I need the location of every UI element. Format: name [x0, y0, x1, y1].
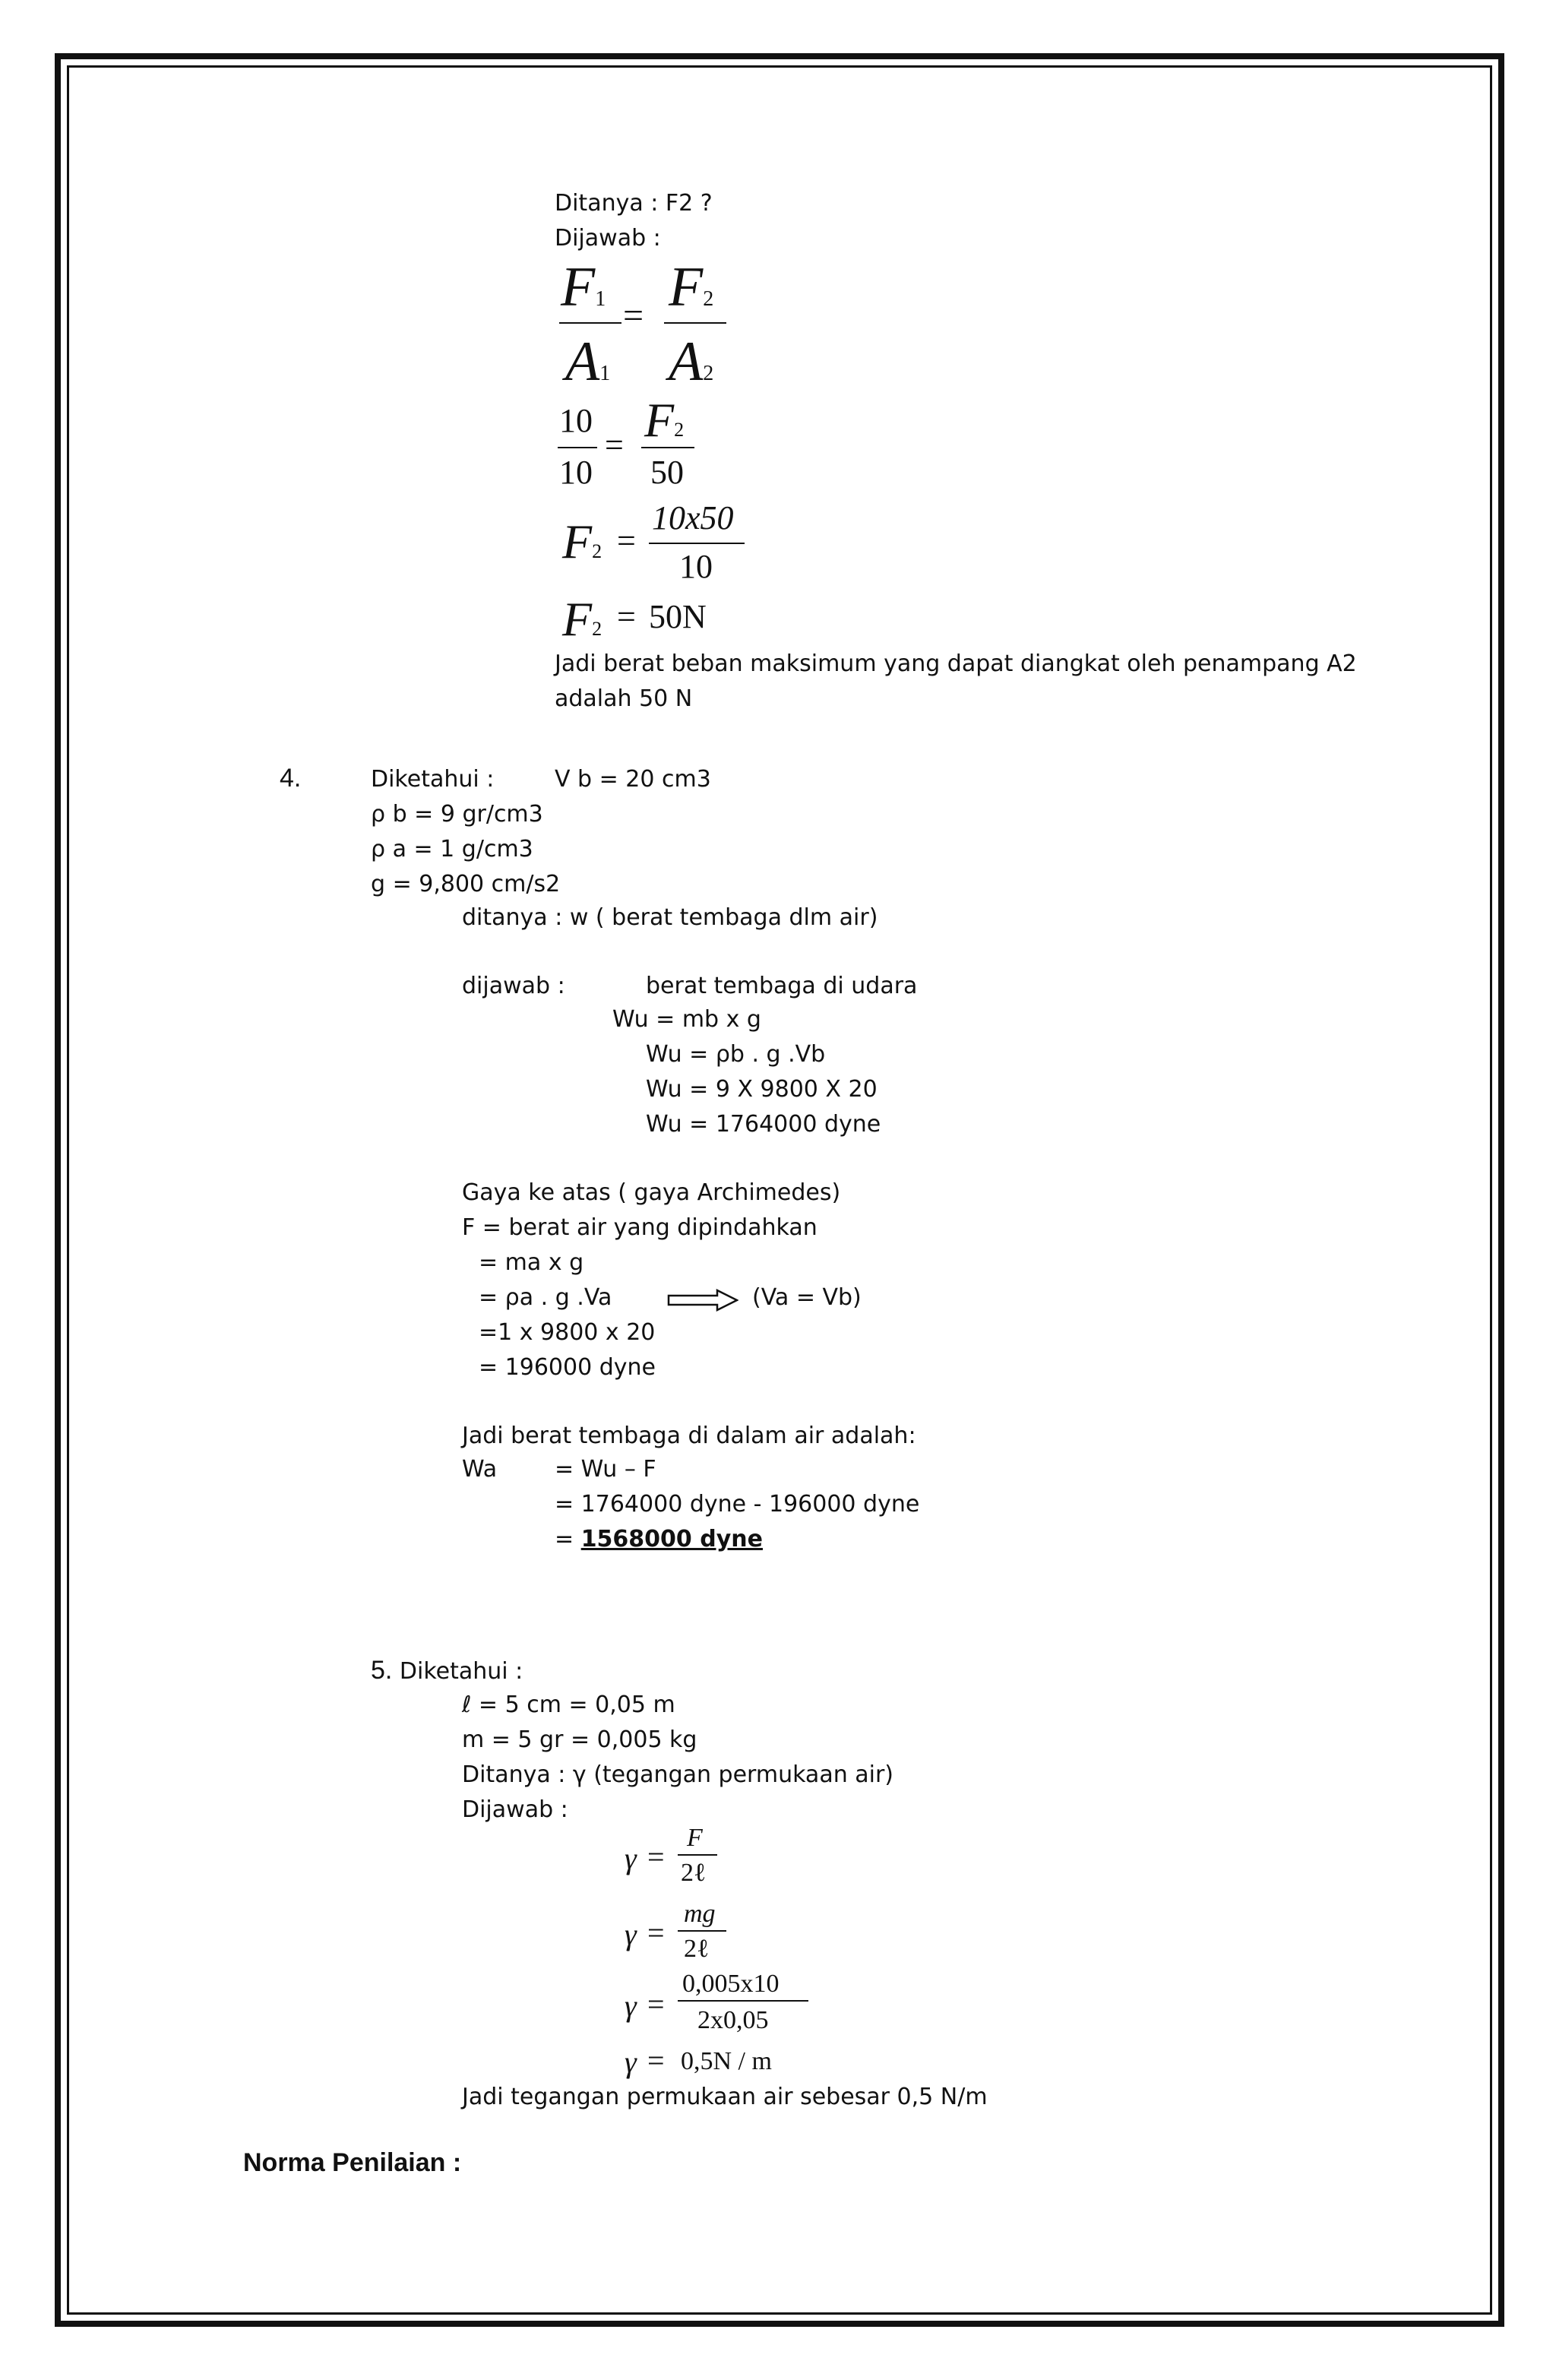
part4-f4: =1 x 9800 x 20 [479, 1319, 656, 1346]
part4-wa3-result: 1568000 dyne [580, 1526, 763, 1552]
part4-wa-label: Wa [462, 1456, 498, 1483]
part4-wu4: Wu = 1764000 dyne [646, 1111, 881, 1138]
part4-jadi: Jadi berat tembaga di dalam air adalah: [462, 1423, 916, 1449]
part4-ditanya: ditanya : w ( berat tembaga dlm air) [462, 904, 878, 931]
part3-ditanya: Ditanya : F2 ? [555, 190, 713, 217]
part4-wa2: = 1764000 dyne - 196000 dyne [555, 1491, 920, 1518]
part4-wu1: Wu = mb x g [612, 1006, 761, 1033]
part3-conclusion-line1: Jadi berat beban maksimum yang dapat diangkat oleh penampang A2 [555, 650, 1357, 677]
part4-number: 4. [280, 764, 302, 793]
part4-vb: V b = 20 cm3 [555, 766, 711, 793]
part4-udara-label: berat tembaga di udara [646, 973, 918, 999]
part4-gaya-title: Gaya ke atas ( gaya Archimedes) [462, 1179, 841, 1206]
part5-ditanya: Ditanya : γ (tegangan permukaan air) [462, 1761, 894, 1788]
part5-conclusion: Jadi tegangan permukaan air sebesar 0,5 N/m [462, 2084, 988, 2110]
part3-dijawab: Dijawab : [555, 225, 661, 252]
part4-f1: F = berat air yang dipindahkan [462, 1214, 818, 1241]
part5-m: m = 5 gr = 0,005 kg [462, 1726, 697, 1753]
part5-header: 5. Diketahui : [371, 1656, 523, 1685]
part4-f5: = 196000 dyne [479, 1354, 656, 1381]
part4-wa3: = 1568000 dyne [555, 1526, 763, 1552]
part4-g: g = 9,800 cm/s2 [371, 871, 561, 897]
norma-penilaian-heading: Norma Penilaian : [243, 2148, 462, 2177]
part4-wu2: Wu = ρb . g .Vb [646, 1041, 826, 1068]
part4-f2: = ma x g [479, 1249, 584, 1276]
part4-wa1: = Wu – F [555, 1456, 656, 1483]
part3-conclusion-line2: adalah 50 N [555, 685, 693, 712]
part5-l: ℓ = 5 cm = 0,05 m [462, 1692, 675, 1718]
part4-wu3: Wu = 9 X 9800 X 20 [646, 1076, 878, 1103]
part4-rho-a: ρ a = 1 g/cm3 [371, 836, 533, 862]
part4-diketahui: Diketahui : [371, 766, 495, 793]
part4-dijawab: dijawab : [462, 973, 565, 999]
part5-dijawab: Dijawab : [462, 1796, 568, 1823]
part4-rho-b: ρ b = 9 gr/cm3 [371, 801, 543, 828]
part4-f3: = ρa . g .Va [479, 1284, 612, 1311]
right-arrow-icon [667, 1289, 738, 1312]
part4-f3-note: (Va = Vb) [752, 1284, 862, 1311]
